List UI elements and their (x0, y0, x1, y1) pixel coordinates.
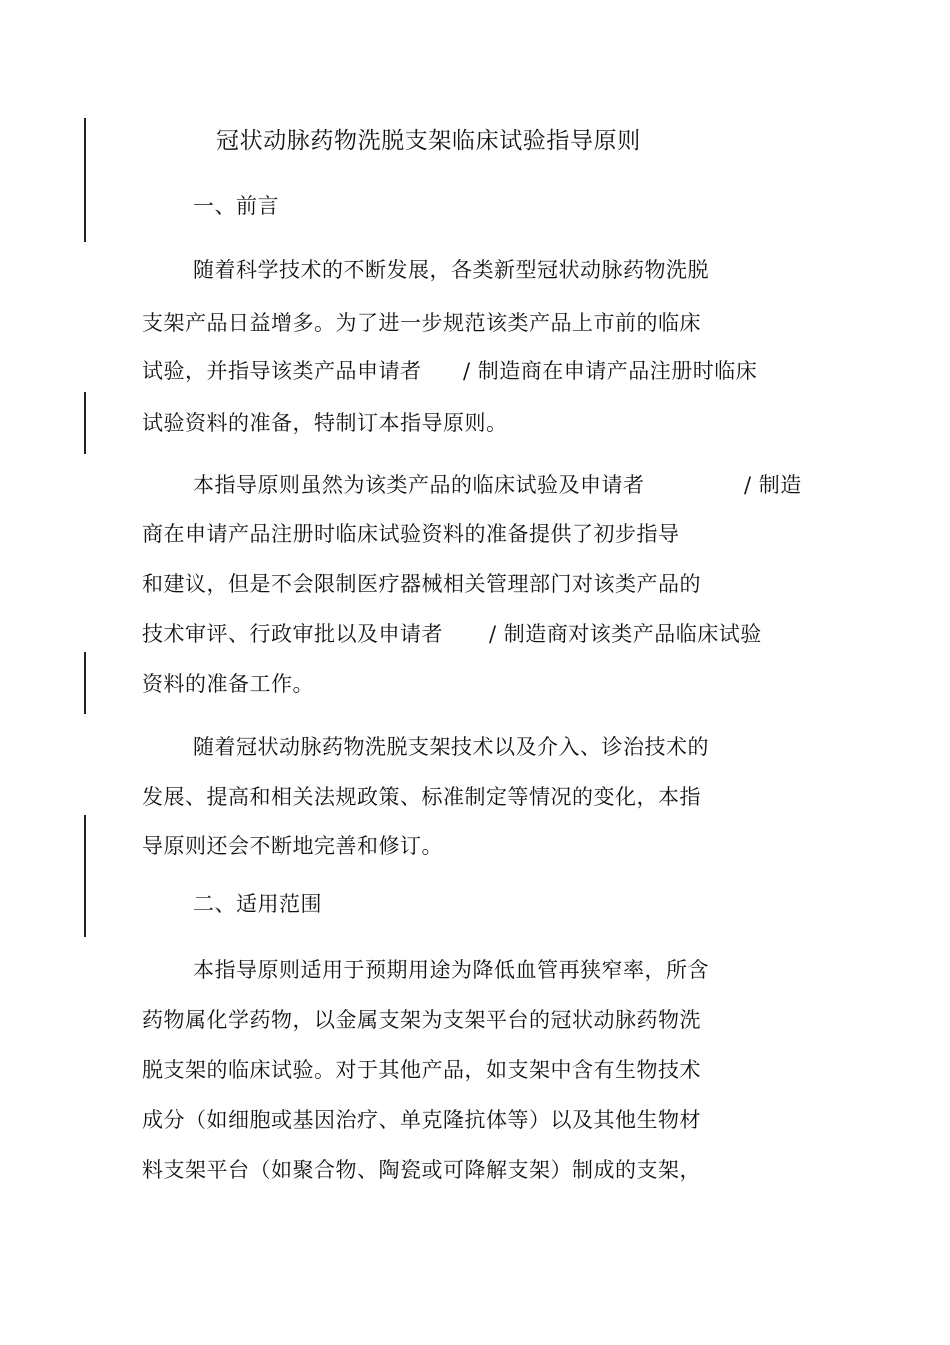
paragraph-line: 技术审评、行政审批以及申请者 (142, 622, 443, 646)
paragraph-line: 药物属化学药物，以金属支架为支架平台的冠状动脉药物洗 (142, 1008, 701, 1032)
paragraph-line: 本指导原则虽然为该类产品的临床试验及申请者 (193, 473, 645, 497)
paragraph-line: 随着冠状动脉药物洗脱支架技术以及介入、诊治技术的 (193, 735, 709, 759)
paragraph-line: 资料的准备工作。 (142, 672, 314, 696)
paragraph-line: 支架产品日益增多。为了进一步规范该类产品上市前的临床 (142, 311, 701, 335)
paragraph-line: 商在申请产品注册时临床试验资料的准备提供了初步指导 (142, 522, 680, 546)
margin-bar (84, 815, 86, 937)
paragraph-line: 试验，并指导该类产品申请者 (142, 359, 422, 383)
paragraph-line: 成分（如细胞或基因治疗、单克隆抗体等）以及其他生物材 (142, 1108, 701, 1132)
paragraph-line: / 制造 (744, 473, 802, 497)
paragraph-line: 和建议，但是不会限制医疗器械相关管理部门对该类产品的 (142, 572, 701, 596)
paragraph-line: / 制造商在申请产品注册时临床 (463, 359, 758, 383)
paragraph-line: 试验资料的准备，特制订本指导原则。 (142, 411, 508, 435)
paragraph-line: 随着科学技术的不断发展，各类新型冠状动脉药物洗脱 (193, 258, 709, 282)
margin-bar (84, 392, 86, 454)
margin-bar (84, 118, 86, 242)
paragraph-line: / 制造商对该类产品临床试验 (489, 622, 762, 646)
paragraph-line: 脱支架的临床试验。对于其他产品，如支架中含有生物技术 (142, 1058, 701, 1082)
section-heading: 二、适用范围 (193, 892, 322, 916)
document-title: 冠状动脉药物洗脱支架临床试验指导原则 (216, 128, 641, 154)
paragraph-line: 发展、提高和相关法规政策、标准制定等情况的变化，本指 (142, 785, 701, 809)
section-heading: 一、前言 (193, 194, 279, 218)
paragraph-line: 导原则还会不断地完善和修订。 (142, 834, 443, 858)
paragraph-line: 本指导原则适用于预期用途为降低血管再狭窄率，所含 (193, 958, 709, 982)
paragraph-line: 料支架平台（如聚合物、陶瓷或可降解支架）制成的支架， (142, 1158, 701, 1182)
margin-bar (84, 652, 86, 714)
